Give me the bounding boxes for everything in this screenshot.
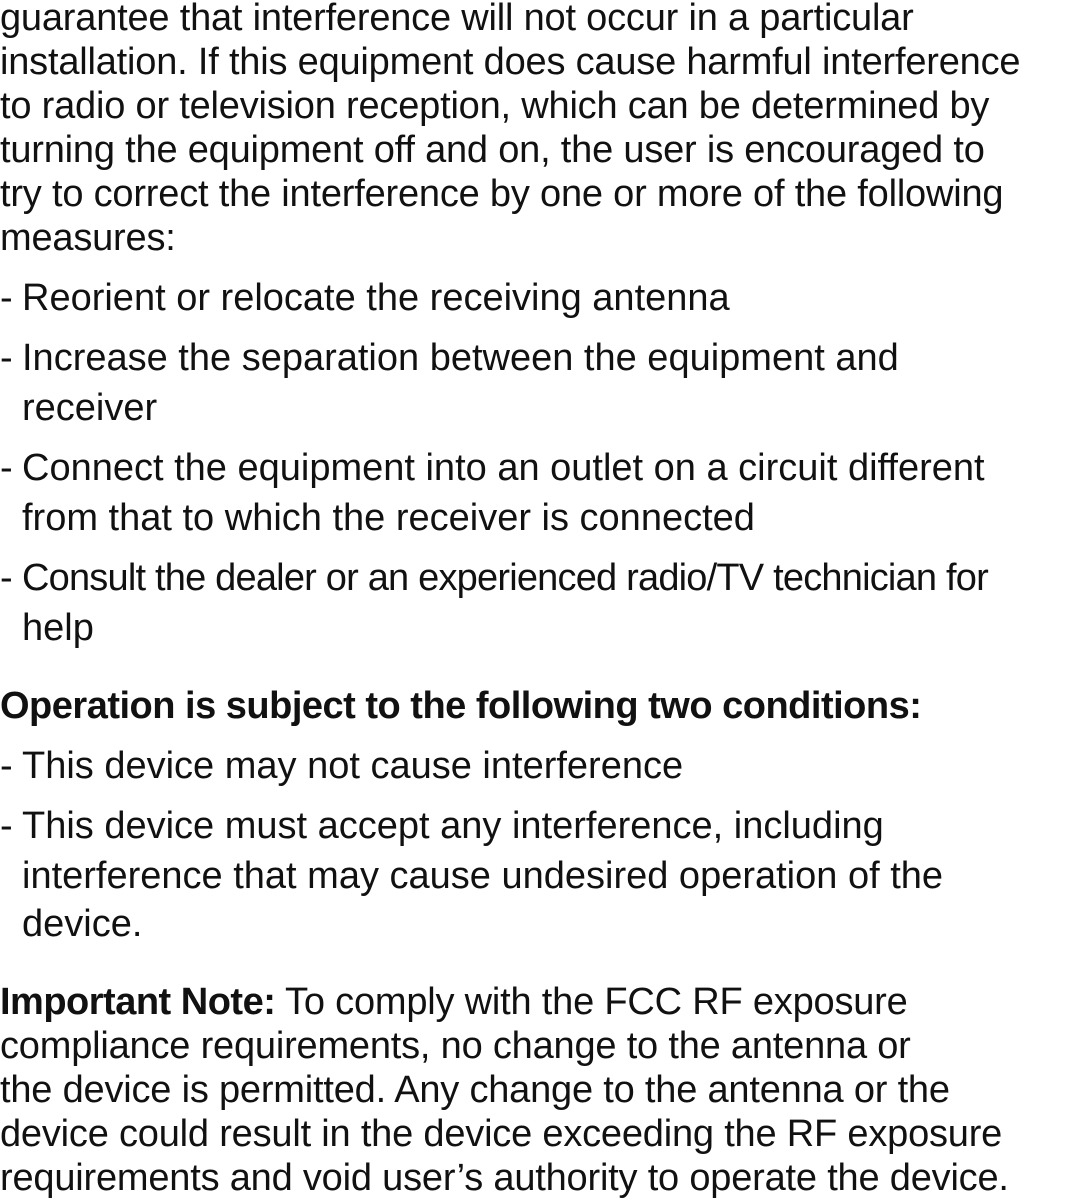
note-line: compliance requirements, no change to the antenna or <box>0 1025 911 1067</box>
condition-text: This device may not cause interference <box>22 745 684 787</box>
measure-text-continued: help <box>22 607 94 649</box>
measure-item <box>0 556 988 600</box>
intro-line: measures: <box>0 217 176 259</box>
measure-text: Connect the equipment into an outlet on a circuit different <box>22 447 985 489</box>
measure-text-continued: receiver <box>22 387 158 429</box>
intro-line: installation. If this equipment does cause harmful interference <box>0 41 1021 83</box>
intro-line: guarantee that interference will not occur in a particular <box>0 0 914 39</box>
bullet-dash: - <box>0 447 13 489</box>
note-text: To comply with the FCC RF exposure <box>275 981 908 1023</box>
intro-line: try to correct the interference by one or more of the following <box>0 173 1004 215</box>
intro-line: turning the equipment off and on, the user is encouraged to <box>0 129 985 171</box>
condition-text: This device must accept any interference, including <box>22 805 884 847</box>
note-line: device could result in the device exceeding the RF exposure <box>0 1113 1003 1155</box>
bullet-dash: - <box>0 557 12 599</box>
bullet-dash: - <box>0 277 13 319</box>
measure-text: Consult the dealer or an experienced radio/TV technician for <box>22 557 988 599</box>
bullet-dash: - <box>0 805 13 847</box>
measure-text-continued: from that to which the receiver is connected <box>22 497 755 539</box>
measure-text: Reorient or relocate the receiving antenna <box>22 277 730 319</box>
measure-item <box>0 276 730 320</box>
bullet-dash: - <box>0 337 13 379</box>
note-line: the device is permitted. Any change to the antenna or the <box>0 1069 950 1111</box>
note-first-line <box>0 980 908 1024</box>
condition-item <box>0 804 884 848</box>
condition-text-continued: interference that may cause undesired operation of the <box>22 855 944 897</box>
condition-text-continued: device. <box>22 903 143 945</box>
intro-line: to radio or television reception, which can be determined by <box>0 85 990 127</box>
condition-item <box>0 744 683 788</box>
note-label: Important Note: <box>0 981 276 1023</box>
measure-item <box>0 446 985 490</box>
bullet-dash: - <box>0 745 13 787</box>
measure-text: Increase the separation between the equipment and <box>22 337 899 379</box>
measure-item <box>0 336 899 380</box>
conditions-heading: Operation is subject to the following two conditions: <box>0 685 922 727</box>
note-line: requirements and void user’s authority to operate the device. <box>0 1157 1009 1199</box>
